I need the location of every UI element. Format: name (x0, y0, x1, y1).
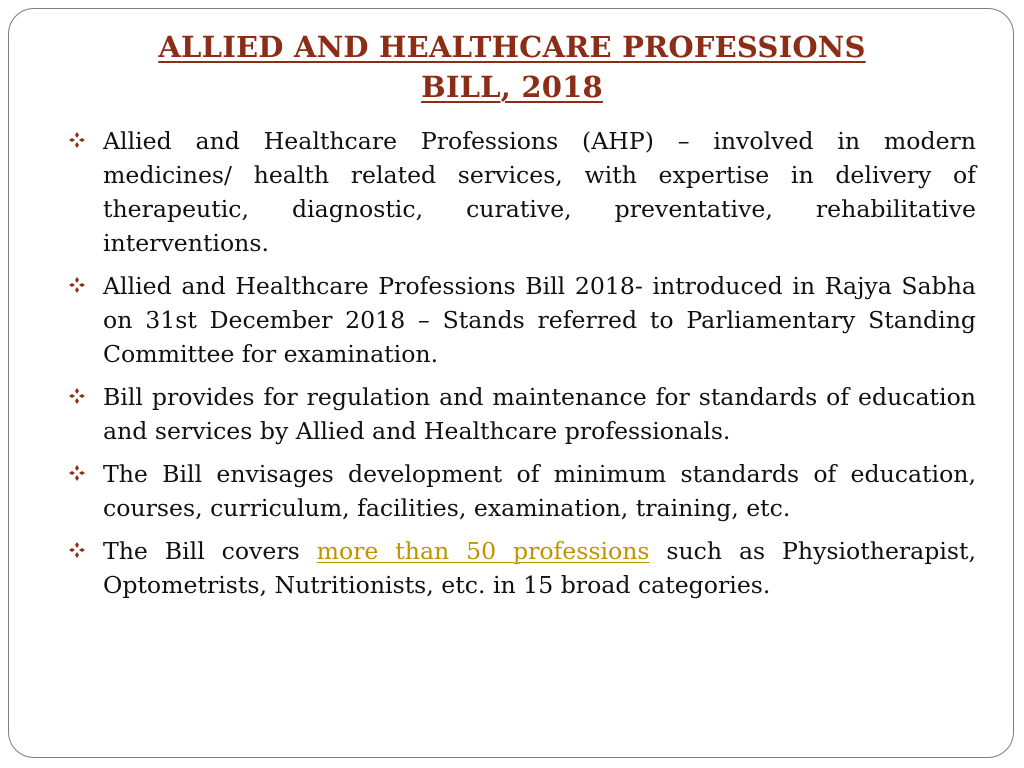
four-diamond-bullet-icon (68, 276, 86, 294)
list-item (62, 124, 976, 260)
list-item (62, 534, 976, 602)
bullet-text-after-link: such as Physiotherapist, Optometrists, Nutritionists, etc. in 15 broad categories. (103, 537, 976, 599)
bullet-text: Bill provides for regulation and maintenance for standards of education and services by Allied and Healthcare professionals. (103, 383, 976, 445)
bullet-list (62, 124, 976, 611)
title-line-1: ALLIED AND HEALTHCARE PROFESSIONS (158, 30, 866, 64)
bullet-text: Allied and Healthcare Professions Bill 2018- introduced in Rajya Sabha on 31st December 2018 – Stands referred to Parliamentary Standing Committee for examination. (103, 272, 976, 368)
four-diamond-bullet-icon (68, 131, 86, 149)
four-diamond-bullet-icon (68, 541, 86, 559)
bullet-text: The Bill envisages development of minimum standards of education, courses, curriculum, facilities, examination, training, etc. (103, 460, 976, 522)
professions-link[interactable]: more than 50 professions (316, 537, 650, 565)
title-line-2: BILL, 2018 (421, 70, 603, 104)
list-item (62, 380, 976, 448)
list-item (62, 457, 976, 525)
four-diamond-bullet-icon (68, 387, 86, 405)
bullet-text: Allied and Healthcare Professions (AHP) – involved in modern medicines/ health related services, with expertise in delivery of therapeutic, diagnostic, curative, preventative, rehabilitative interventions. (103, 127, 976, 257)
list-item (62, 269, 976, 371)
page-title (9, 27, 1015, 107)
bullet-text-before-link: The Bill covers (103, 537, 317, 565)
four-diamond-bullet-icon (68, 464, 86, 482)
